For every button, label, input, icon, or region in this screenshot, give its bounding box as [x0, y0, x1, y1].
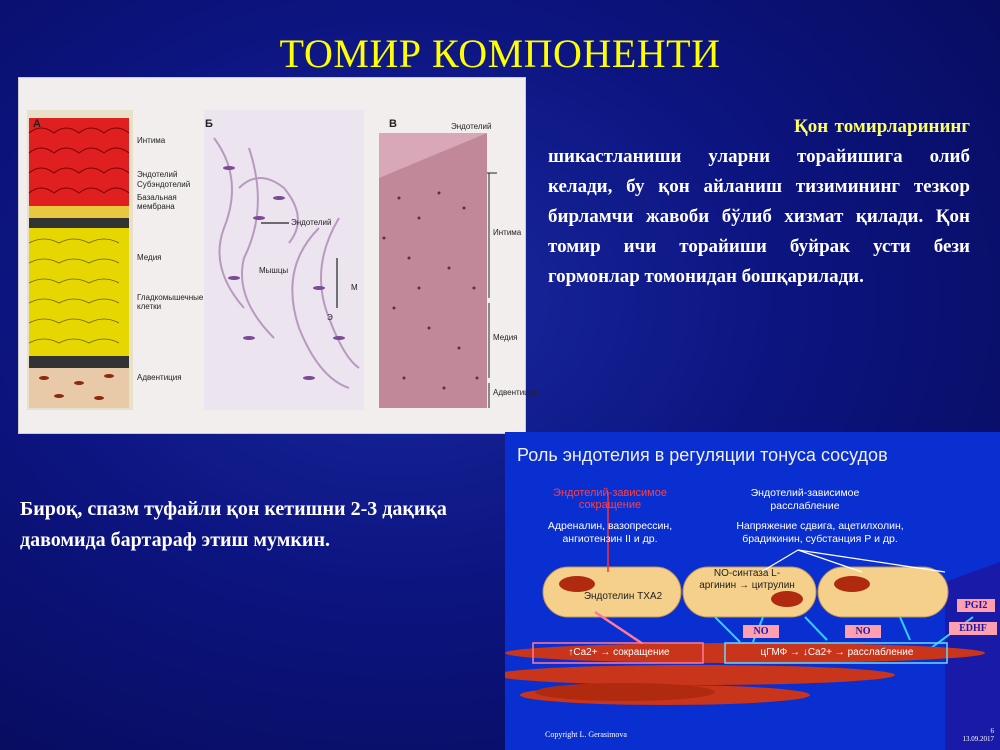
right-header: Эндотелий-зависимое расслабление [750, 487, 860, 512]
highlight-text: Қон томирларининг [793, 116, 970, 137]
diagram-title: Роль эндотелия в регуляции тонуса сосудов [517, 445, 888, 465]
page-date [963, 727, 995, 743]
histology-image [18, 77, 538, 434]
label-endothelium: Эндотелий [137, 170, 178, 179]
bar-left-text: ↑Ca2+ → сокращение [568, 647, 670, 658]
endothelium-cells [29, 118, 129, 206]
cell1-text: Эндотелин ТХА2 [583, 591, 663, 602]
label-c-adventitia: Адвентиция [493, 388, 538, 397]
page-number: 6 [990, 727, 994, 735]
histology-drawing [19, 78, 538, 433]
cell2-text: NO-синтаза L-аргинин → цитрулин [699, 568, 795, 591]
label-b-m: М [351, 283, 358, 292]
label-subendothelium: Субэндотелий [137, 180, 191, 189]
panel-c-letter: В [389, 118, 397, 130]
label-c-intima: Интима [493, 228, 522, 237]
endothelium-diagram [505, 432, 1000, 750]
bar-right-text: цГМФ → ↓Ca2+ → расслабление [760, 647, 914, 658]
label-media: Медия [137, 253, 162, 262]
label-adventitia: Адвентиция [137, 373, 182, 382]
label-c-endothelium: Эндотелий [451, 122, 492, 131]
description-paragraph [548, 112, 970, 292]
left-items: Адреналин, вазопрессин, ангиотензин II и др. [547, 520, 673, 545]
no-chip-2: NO [845, 625, 881, 638]
description-body: шикастланиши уларни торайишига олиб келади, бу қон айланиш тизимининг тезкор бирламчи жавоби бўлиб хизмат қилади. Қон томир ичи торайиши буйрак усти бези гормонлар томонидан бошқарилади. [548, 146, 970, 287]
spasm-paragraph: Бироқ, спазм туфайли қон кетишни 2-3 дақиқа давомида бартараф этиш мумкин. [20, 498, 447, 551]
edhf-chip: EDHF [949, 622, 997, 635]
pgi-chip: PGI2 [957, 599, 995, 612]
label-b-e: Э [327, 313, 333, 322]
label-smooth-muscle: Гладкомышечные клетки [137, 293, 204, 311]
no-chip-1: NO [743, 625, 779, 638]
label-b-endothelium: Эндотелий [291, 218, 332, 227]
panel-b-letter: Б [205, 118, 213, 130]
right-items: Напряжение сдвига, ацетилхолин, брадикинин, субстанция Р и др. [736, 520, 904, 545]
label-basal-membrane: Базальная мембрана [137, 193, 177, 211]
left-header: Эндотелий-зависимое сокращение [553, 487, 667, 511]
slide-title: ТОМИР КОМПОНЕНТИ [279, 31, 721, 76]
label-intima: Интима [137, 136, 166, 145]
label-c-media: Медия [493, 333, 518, 342]
copyright: Copyright L. Gerasimova [545, 730, 627, 739]
date: 13.09.2017 [962, 735, 994, 743]
label-b-muscle: Мышцы [259, 266, 289, 275]
panel-a-letter: А [33, 118, 41, 130]
